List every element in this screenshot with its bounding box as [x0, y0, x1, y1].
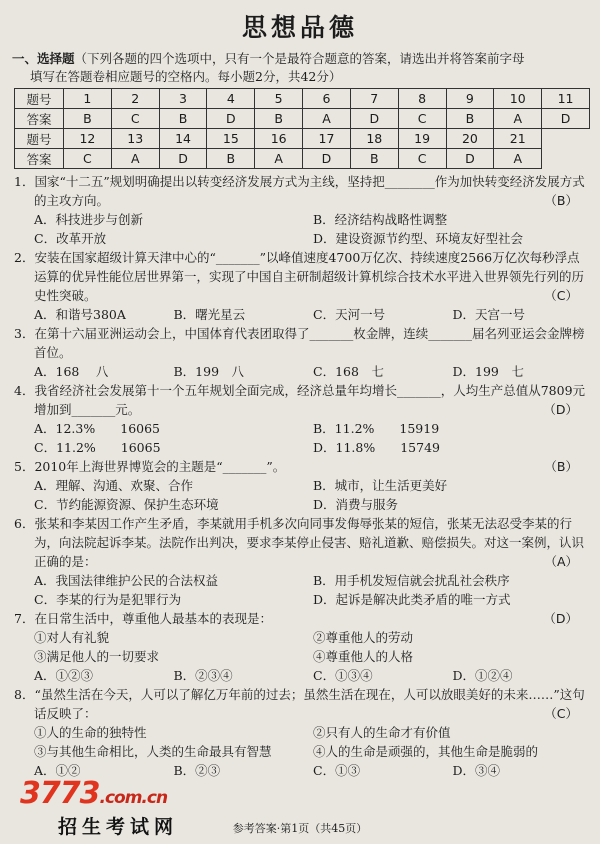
question-stem	[14, 609, 592, 628]
option-item: C．李某的行为是犯罪行为	[34, 592, 182, 607]
option-item: C．改革开放	[34, 231, 107, 246]
option-item: ①对人有礼貌	[34, 630, 110, 645]
question-text: 4．我省经济社会发展第十一个五年规划全面完成，经济总量年均增长_______，人均生产总值从7809元增加到_______元。	[14, 383, 586, 417]
question-number-cell: 18	[350, 129, 398, 149]
question-item	[14, 248, 592, 324]
option-item: B．城市，让生活更美好	[313, 478, 448, 493]
option-item: C．168 七	[313, 364, 384, 379]
option-list	[14, 305, 592, 324]
question-text: 5．2010年上海世界博览会的主题是“_______”。	[14, 459, 286, 474]
question-number-cell: 10	[494, 89, 542, 109]
answer-cell: D	[446, 149, 494, 169]
section-heading: 一、选择题	[12, 51, 75, 66]
choice-item: C．①③	[313, 763, 361, 778]
option-item: ③满足他人的一切要求	[34, 649, 160, 664]
question-number-cell: 1	[64, 89, 112, 109]
option-item: A．我国法律维护公民的合法权益	[34, 573, 219, 588]
question-text: 8．“虽然生活在今天，人可以了解亿万年前的过去；虽然生活在现在，人可以放眼美好的未来……”这句话反映了：	[14, 687, 585, 721]
question-number-cell: 12	[64, 129, 112, 149]
answer-cell: D	[350, 109, 398, 129]
answer-cell: A	[494, 109, 542, 129]
question-text: 3．在第十六届亚洲运动会上，中国体育代表团取得了_______枚金牌，连续_______届名列亚运会金牌榜首位。	[14, 326, 585, 360]
question-number-cell: 16	[255, 129, 303, 149]
question-number-cell: 11	[542, 89, 590, 109]
section-instructions	[12, 50, 597, 86]
answer-cell: D	[207, 109, 255, 129]
answer-table	[14, 88, 590, 169]
question-number-cell: 15	[207, 129, 255, 149]
answer-table-answer-row-1	[15, 109, 590, 129]
answer-cell: D	[303, 149, 351, 169]
question-item	[14, 685, 592, 780]
answer-table-number-row-2	[15, 129, 590, 149]
option-item: C．11.2% 16065	[34, 440, 161, 455]
question-item	[14, 514, 592, 609]
question-number-cell: 8	[398, 89, 446, 109]
row-label-number: 题号	[15, 89, 64, 109]
option-list	[14, 723, 592, 761]
answer-cell: A	[494, 149, 542, 169]
option-item: ④人的生命是顽强的，其他生命是脆弱的	[313, 744, 539, 759]
question-stem	[14, 324, 592, 362]
option-list	[14, 571, 592, 609]
question-stem	[14, 457, 592, 476]
option-item: B．用手机发短信就会扰乱社会秩序	[313, 573, 510, 588]
question-number-cell: 7	[350, 89, 398, 109]
option-item: A．和谐号380A	[34, 307, 126, 322]
row-label-answer: 答案	[15, 149, 64, 169]
answer-table-answer-row-2	[15, 149, 590, 169]
option-item: C．节约能源资源、保护生态环境	[34, 497, 219, 512]
choice-item: D．①②④	[452, 668, 513, 683]
option-item: A．科技进步与创新	[34, 212, 144, 227]
option-list	[14, 210, 592, 248]
watermark-tagline: 招生考试网	[58, 816, 179, 838]
section-instruction-line-2: 填写在答题卷相应题号的空格内。每小题2分，共42分）	[30, 69, 342, 84]
question-stem	[14, 248, 592, 305]
answer-cell: B	[350, 149, 398, 169]
option-item: B．经济结构战略性调整	[313, 212, 448, 227]
question-item	[14, 172, 592, 248]
question-list	[14, 172, 592, 780]
question-item	[14, 324, 592, 381]
question-number-cell: 21	[494, 129, 542, 149]
option-item: D．起诉是解决此类矛盾的唯一方式	[313, 592, 511, 607]
option-item: A．12.3% 16065	[34, 421, 161, 436]
option-item: D．11.8% 15749	[313, 440, 440, 455]
answer-cell: A	[303, 109, 351, 129]
option-item: D．天宫一号	[452, 307, 526, 322]
choice-list	[14, 666, 592, 685]
question-text: 7．在日常生活中，尊重他人最基本的表现是：	[14, 611, 272, 626]
answer-mark: （C）	[544, 288, 578, 303]
option-item: ②尊重他人的劳动	[313, 630, 414, 645]
empty-cell	[542, 129, 590, 149]
answer-mark: （D）	[543, 402, 578, 417]
section-instruction-line-1: （下列各题的四个选项中，只有一个是最符合题意的答案，请选出并将答案前字母	[74, 51, 525, 66]
page-footer: 参考答案·第1页（共45页）	[232, 822, 368, 835]
option-list	[14, 362, 592, 381]
watermark-suffix: .com.cn	[99, 788, 168, 808]
choice-item: D．③④	[452, 763, 501, 778]
choice-item: A．①②③	[34, 668, 94, 683]
question-number-cell: 2	[111, 89, 159, 109]
answer-cell: D	[542, 109, 590, 129]
option-item: A．168 八	[34, 364, 109, 379]
question-number-cell: 9	[446, 89, 494, 109]
question-number-cell: 6	[303, 89, 351, 109]
question-number-cell: 3	[159, 89, 207, 109]
option-item: ③与其他生命相比，人类的生命最具有智慧	[34, 744, 272, 759]
option-list	[14, 476, 592, 514]
page-title: 思想品德	[241, 13, 358, 42]
answer-cell: C	[398, 149, 446, 169]
answer-cell: D	[159, 149, 207, 169]
question-item	[14, 609, 592, 685]
watermark-site: 3773	[20, 776, 100, 811]
answer-mark: （A）	[544, 554, 578, 569]
option-list	[14, 419, 592, 457]
answer-cell: C	[398, 109, 446, 129]
option-list	[14, 628, 592, 666]
option-item: D．199 七	[452, 364, 524, 379]
question-number-cell: 17	[303, 129, 351, 149]
option-item: B．199 八	[173, 364, 245, 379]
answer-cell: B	[207, 149, 255, 169]
answer-mark: （D）	[543, 611, 578, 626]
question-text: 2．安装在国家超级计算天津中心的“_______”以峰值速度4700万亿次、持续速度2566万亿次每秒浮点运算的优异性能位居世界第一，实现了中国自主研制超级计算机综合技术水平进入世界领先行列的历史性突破。	[14, 250, 585, 303]
answer-cell: B	[255, 109, 303, 129]
answer-mark: （B）	[544, 193, 578, 208]
question-number-cell: 20	[446, 129, 494, 149]
option-item: D．建设资源节约型、环境友好型社会	[313, 231, 524, 246]
choice-item: B．②③④	[173, 668, 233, 683]
option-item: B．曙光星云	[173, 307, 246, 322]
question-number-cell: 5	[255, 89, 303, 109]
choice-item: C．①③④	[313, 668, 373, 683]
option-item: ②只有人的生命才有价值	[313, 725, 451, 740]
option-item: ①人的生命的独特性	[34, 725, 147, 740]
question-number-cell: 13	[111, 129, 159, 149]
option-item: ④尊重他人的人格	[313, 649, 414, 664]
watermark-logo	[20, 776, 167, 811]
question-item	[14, 457, 592, 514]
question-number-cell: 4	[207, 89, 255, 109]
answer-cell: C	[64, 149, 112, 169]
question-stem	[14, 514, 592, 571]
row-label-number: 题号	[15, 129, 64, 149]
answer-cell: A	[111, 149, 159, 169]
answer-table-number-row-1	[15, 89, 590, 109]
answer-cell: B	[446, 109, 494, 129]
choice-item: A．①②	[34, 763, 81, 778]
answer-cell: B	[64, 109, 112, 129]
question-text: 1．国家“十二五”规划明确提出以转变经济发展方式为主线，坚持把________作为加快转变经济发展方式的主攻方向。	[14, 174, 585, 208]
answer-mark: （C）	[544, 706, 578, 721]
question-number-cell: 19	[398, 129, 446, 149]
option-item: A．理解、沟通、欢聚、合作	[34, 478, 194, 493]
empty-cell	[542, 149, 590, 169]
question-stem	[14, 685, 592, 723]
answer-mark: （B）	[544, 459, 578, 474]
question-item	[14, 381, 592, 457]
option-item: C．天河一号	[313, 307, 386, 322]
answer-cell: B	[159, 109, 207, 129]
option-item: B．11.2% 15919	[313, 421, 440, 436]
answer-cell: A	[255, 149, 303, 169]
row-label-answer: 答案	[15, 109, 64, 129]
question-number-cell: 14	[159, 129, 207, 149]
question-stem	[14, 381, 592, 419]
answer-cell: C	[111, 109, 159, 129]
question-text: 6．张某和李某因工作产生矛盾，李某就用手机多次向同事发侮辱张某的短信，张某无法忍受李某的行为，向法院起诉李某。法院作出判决，要求李某停止侵害、赔礼道歉、赔偿损失。对这一案例，认识正确的是：	[14, 516, 585, 569]
question-stem	[14, 172, 592, 210]
choice-item: B．②③	[173, 763, 221, 778]
option-item: D．消费与服务	[313, 497, 399, 512]
